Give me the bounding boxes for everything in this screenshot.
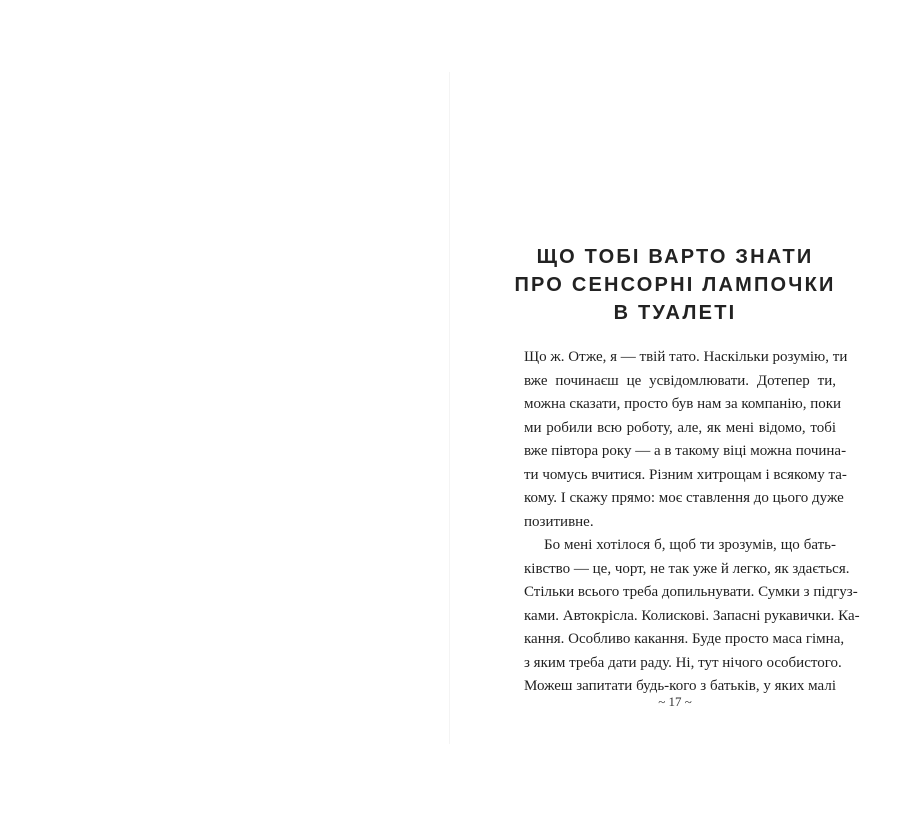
text-line: ми робили всю роботу, але, як мені відомо, тобі (524, 419, 836, 436)
text-line: Можеш запитати будь-кого з батьків, у яких малі (524, 678, 836, 694)
text-line: вже півтора року — а в такому віці можна почина- (524, 443, 847, 459)
page-number: ~ 17 ~ (658, 694, 692, 709)
paragraph (524, 534, 860, 699)
text-line: позитивне. (524, 513, 594, 530)
chapter-title-line: В ТУАЛЕТІ (613, 302, 737, 324)
left-page (0, 72, 450, 744)
text-line: кому. І скажу прямо: моє ставлення до цього дуже (524, 490, 844, 506)
text-line: Бо мені хотілося б, щоб ти зрозумів, що бать- (544, 537, 836, 553)
text-line: ківство — це, чорт, не так уже й легко, як здається. (524, 560, 850, 577)
text-line: ти чомусь вчитися. Різним хитрощам і всякому та- (524, 466, 847, 483)
text-line: ками. Автокрісла. Колискові. Запасні рукавички. Ка- (524, 607, 860, 624)
text-line: кання. Особливо какання. Буде просто маса гімна, (524, 631, 845, 647)
chapter-title-line: ПРО СЕНСОРНІ ЛАМПОЧКИ (514, 274, 836, 296)
text-line: з яким треба дати раду. Ні, тут нічого особистого. (524, 654, 842, 671)
text-line: вже починаєш це усвідомлювати. Дотепер ти, (524, 372, 836, 389)
text-line: можна сказати, просто був нам за компанію, поки (524, 396, 842, 412)
paragraph (524, 346, 848, 534)
text-line: Що ж. Отже, я — твій тато. Наскільки розумію, ти (524, 349, 848, 365)
chapter-title (450, 243, 900, 327)
chapter-title-line: ЩО ТОБІ ВАРТО ЗНАТИ (536, 246, 814, 268)
text-line: Стільки всього треба допильнувати. Сумки з підгуз- (524, 584, 858, 600)
body-text (524, 346, 860, 699)
